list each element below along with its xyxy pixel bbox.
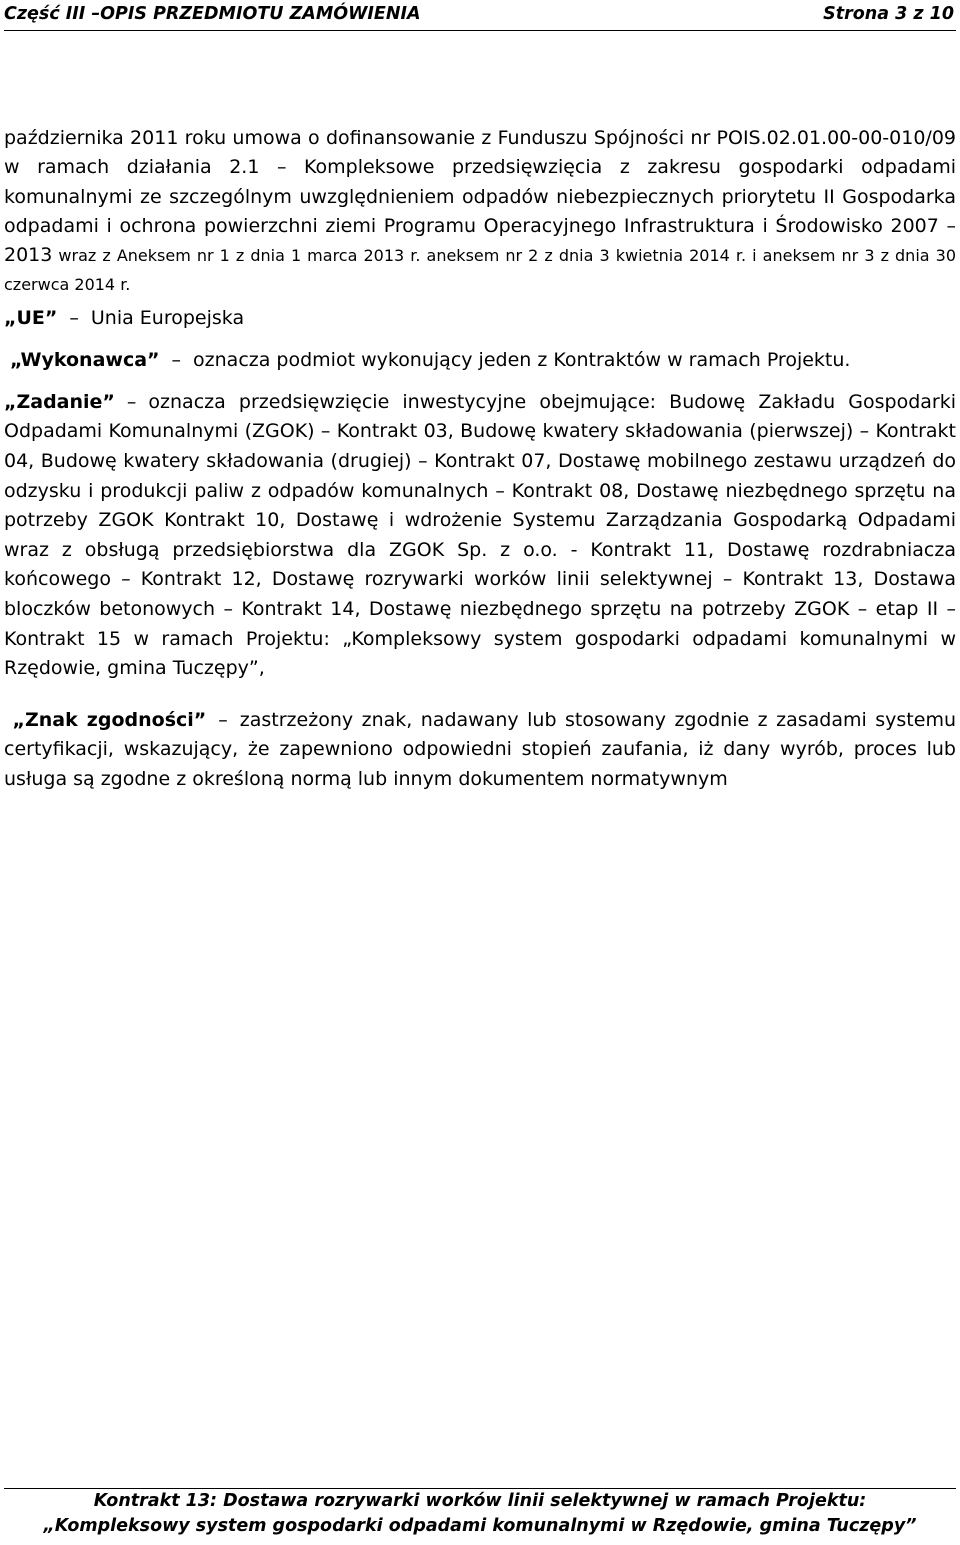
definition-dash: –	[69, 306, 79, 329]
page-header	[4, 0, 956, 31]
paragraph-main-text: października 2011 roku umowa o dofinansowanie z Funduszu Spójności nr POIS.02.01.00-00-010/09 w ramach działania 2.1 – Kompleksowe przedsięwzięcia z zakresu gospodarki odpadami komunalnymi ze szczególnym uwzględnieniem odpadów niebezpiecznych priorytetu II Gospodarka odpadami i ochrona powierzchni ziemi Programu Operacyjnego Infrastruktura i Środowisko 2007 – 2013	[4, 127, 956, 267]
definition-term: „Zadanie”	[4, 390, 115, 413]
paragraph-annex-text: wraz z Aneksem nr 1 z dnia 1 marca 2013 r. aneksem nr 2 z dnia 3 kwietnia 2014 r. i aneksem nr 3 z dnia 30 czerwca 2014 r.	[4, 246, 956, 295]
header-section-title: Część III –OPIS PRZEDMIOTU ZAMÓWIENIA	[4, 4, 421, 24]
definition-dash: –	[171, 348, 182, 371]
definition-dash: –	[218, 708, 228, 731]
definition-text: Unia Europejska	[90, 306, 245, 329]
definition-zadanie	[4, 388, 956, 684]
definition-znak-zgodnosci	[4, 706, 956, 795]
paragraph-funding-agreement	[4, 124, 956, 300]
document-body	[4, 124, 956, 795]
definition-term: „Znak zgodności”	[12, 708, 207, 731]
definition-text: oznacza podmiot wykonujący jeden z Kontraktów w ramach Projektu.	[193, 348, 851, 371]
definition-ue	[4, 304, 956, 333]
header-page-number: Strona 3 z 10	[823, 4, 954, 24]
definition-dash: –	[126, 390, 137, 413]
page-footer	[4, 1488, 956, 1539]
definition-term: „UE”	[4, 306, 58, 329]
definition-text: zastrzeżony znak, nadawany lub stosowany zgodnie z zasadami systemu certyfikacji, wskazujący, że zapewniono odpowiedni stopień zaufania, iż dany wyrób, proces lub usługa są zgodne z określoną normą lub innym dokumentem normatywnym	[4, 708, 956, 790]
definition-text: oznacza przedsięwzięcie inwestycyjne obejmujące: Budowę Zakładu Gospodarki Odpadami Komunalnymi (ZGOK) – Kontrakt 03, Budowę kwatery składowania (pierwszej) – Kontrakt 04, Budowę kwatery składowania (drugiej) – Kontrakt 07, Dostawę mobilnego zestawu urządzeń do odzysku i produkcji paliw z odpadów komunalnych – Kontrakt 08, Dostawę niezbędnego sprzętu na potrzeby ZGOK Kontrakt 10, Dostawę i wdrożenie Systemu Zarządzania Gospodarką Odpadami wraz z obsługą przedsiębiorstwa dla ZGOK Sp. z o.o. - Kontrakt 11, Dostawę rozdrabniacza końcowego – Kontrakt 12, Dostawę rozrywarki worków linii selektywnej – Kontrakt 13, Dostawa bloczków betonowych – Kontrakt 14, Dostawę niezbędnego sprzętu na potrzeby ZGOK – etap II – Kontrakt 15 w ramach Projektu: „Kompleksowy system gospodarki odpadami komunalnymi w Rzędowie, gmina Tuczępy”,	[4, 390, 956, 680]
footer-project-line: „Kompleksowy system gospodarki odpadami komunalnymi w Rzędowie, gmina Tuczępy”	[43, 1516, 917, 1536]
definition-term: „Wykonawca”	[10, 348, 160, 371]
definition-wykonawca	[4, 346, 956, 375]
footer-contract-line: Kontrakt 13: Dostawa rozrywarki worków linii selektywnej w ramach Projektu:	[93, 1491, 867, 1511]
